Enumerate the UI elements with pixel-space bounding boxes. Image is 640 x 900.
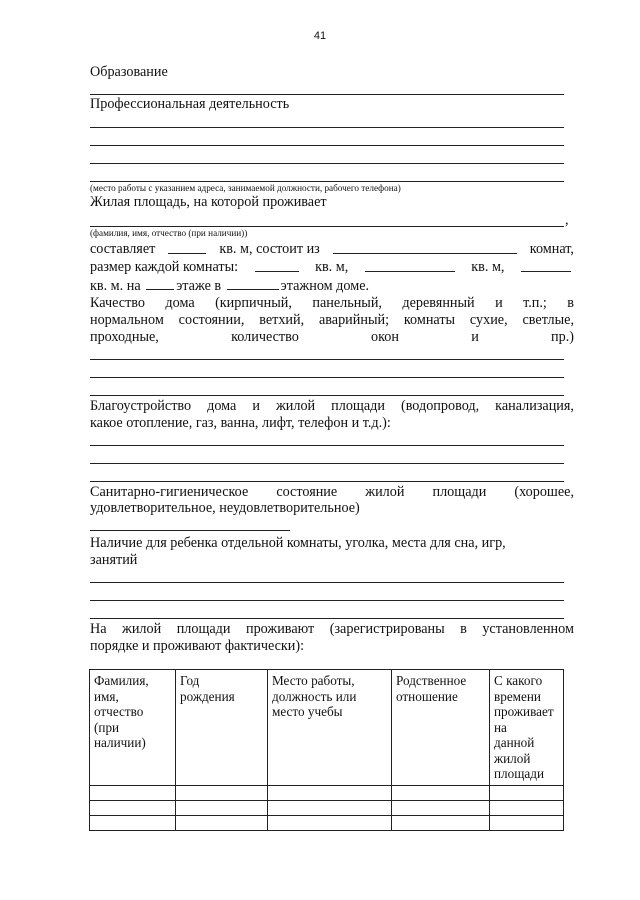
sanitary-word: площади	[432, 484, 487, 500]
residents-word: площади	[176, 621, 231, 637]
area-text-a: составляет	[90, 241, 156, 257]
header-relation: Родственное отношение	[392, 670, 490, 786]
quality-word: в	[567, 295, 574, 311]
floor-text-a: кв. м. на	[90, 278, 141, 294]
child-room-answer-line-2[interactable]	[90, 600, 564, 601]
amenities-word: и	[252, 398, 260, 414]
quality-line-1	[90, 295, 574, 312]
child-room-line-1: Наличие для ребенка отдельной комнаты, уголка, места для сна, игр,	[90, 535, 506, 551]
quality-word: количество	[231, 329, 299, 345]
table-row	[90, 785, 564, 800]
room-size-text-a: размер каждой комнаты:	[90, 259, 239, 275]
header-birth-year: Год рождения	[176, 670, 268, 786]
quality-word: Качество	[90, 295, 145, 311]
professional-label: Профессиональная деятельность	[90, 96, 290, 112]
table-cell[interactable]	[176, 785, 268, 800]
sanitary-word: состояние	[276, 484, 338, 500]
quality-answer-line-3[interactable]	[90, 395, 564, 396]
quality-word: пр.)	[551, 329, 574, 345]
table-cell[interactable]	[90, 785, 176, 800]
room-size-text-c: кв. м,	[471, 259, 505, 275]
quality-word: сухие,	[469, 312, 508, 328]
quality-word: деревянный	[402, 295, 475, 311]
quality-word: (кирпичный,	[215, 295, 292, 311]
quality-word: дома	[165, 295, 195, 311]
sanitary-answer-line[interactable]	[90, 530, 290, 531]
amenities-line-1	[90, 398, 574, 415]
area-text-c: комнат,	[529, 241, 574, 257]
table-cell[interactable]	[392, 815, 490, 830]
quality-word: нормальном	[90, 312, 164, 328]
residents-word: На	[90, 621, 107, 637]
professional-line-1[interactable]	[90, 127, 564, 128]
sanitary-line-2: удовлетворительное, неудовлетворительное)	[90, 500, 360, 516]
room-size-field-3[interactable]	[521, 259, 571, 272]
quality-word: светлые,	[522, 312, 574, 328]
residents-line-1	[90, 621, 574, 638]
quality-line-2	[90, 312, 574, 329]
room-size-field-2[interactable]	[365, 259, 455, 272]
child-room-answer-line-3[interactable]	[90, 618, 564, 619]
residents-word: жилой	[122, 621, 162, 637]
header-workplace: Место работы, должность или место учебы	[268, 670, 392, 786]
professional-line-2[interactable]	[90, 145, 564, 146]
floor-text-b: этаже в	[176, 278, 222, 294]
quality-line-3	[90, 329, 574, 346]
room-size-field-1[interactable]	[255, 259, 299, 272]
area-total-field[interactable]	[168, 241, 206, 254]
header-since: С какого времени проживает на данной жилой площади	[490, 670, 564, 786]
professional-line-3[interactable]	[90, 163, 564, 164]
floor-field[interactable]	[146, 277, 174, 290]
amenities-answer-line-3[interactable]	[90, 481, 564, 482]
child-room-line-2: занятий	[90, 552, 138, 568]
amenities-word: дома	[207, 398, 237, 414]
quality-word: и	[471, 329, 479, 345]
amenities-word: площади	[331, 398, 385, 414]
amenities-word: (водопровод,	[400, 398, 480, 414]
table-cell[interactable]	[176, 815, 268, 830]
room-size-row	[90, 259, 574, 276]
residents-table	[89, 669, 564, 831]
sanitary-word: жилой	[365, 484, 405, 500]
sanitary-line-1	[90, 484, 574, 501]
residents-word: в	[460, 621, 467, 637]
quality-word: аварийный;	[318, 312, 390, 328]
area-text-b: кв. м, состоит из	[219, 241, 320, 257]
table-cell[interactable]	[268, 800, 392, 815]
living-comma: ,	[565, 212, 569, 228]
table-row	[90, 815, 564, 830]
residents-table-header	[90, 670, 564, 786]
table-cell[interactable]	[176, 800, 268, 815]
storeys-field[interactable]	[227, 277, 279, 290]
floor-text-c: этажном доме.	[280, 278, 370, 294]
quality-word: и	[495, 295, 503, 311]
amenities-word: жилой	[275, 398, 316, 414]
residents-word: проживают	[245, 621, 315, 637]
table-cell[interactable]	[90, 815, 176, 830]
table-cell[interactable]	[392, 785, 490, 800]
residents-word: (зарегистрированы	[329, 621, 445, 637]
professional-hint: (место работы с указанием адреса, занимаемой должности, рабочего телефона)	[90, 183, 401, 193]
living-area-row	[90, 241, 574, 258]
table-cell[interactable]	[392, 800, 490, 815]
table-cell[interactable]	[490, 800, 564, 815]
living-owner-line[interactable]	[90, 226, 564, 227]
room-size-text-b: кв. м,	[315, 259, 349, 275]
sanitary-word: Санитарно-гигиеническое	[90, 484, 249, 500]
amenities-answer-line-1[interactable]	[90, 445, 564, 446]
quality-word: окон	[371, 329, 399, 345]
living-label: Жилая площадь, на которой проживает	[90, 194, 327, 210]
header-name: Фамилия, имя, отчество (при наличии)	[90, 670, 176, 786]
living-owner-hint: (фамилия, имя, отчество (при наличии))	[90, 228, 248, 238]
rooms-count-field[interactable]	[333, 241, 517, 254]
quality-word: ветхий,	[259, 312, 305, 328]
amenities-word: канализация,	[495, 398, 574, 414]
residents-word: установленном	[482, 621, 574, 637]
quality-answer-line-2[interactable]	[90, 377, 564, 378]
education-line[interactable]	[90, 94, 564, 95]
table-cell[interactable]	[490, 785, 564, 800]
quality-word: состоянии,	[178, 312, 245, 328]
amenities-answer-line-2[interactable]	[90, 463, 564, 464]
quality-word: т.п.;	[523, 295, 547, 311]
sanitary-word: (хорошее,	[514, 484, 574, 500]
amenities-word: Благоустройство	[90, 398, 192, 414]
child-room-answer-line-1[interactable]	[90, 582, 564, 583]
education-label: Образование	[90, 64, 168, 80]
quality-word: проходные,	[90, 329, 159, 345]
quality-answer-line-1[interactable]	[90, 359, 564, 360]
table-cell[interactable]	[268, 785, 392, 800]
quality-word: панельный,	[312, 295, 382, 311]
professional-line-4[interactable]	[90, 181, 564, 182]
table-row	[90, 800, 564, 815]
residents-line-2: порядке и проживают фактически):	[90, 638, 305, 654]
amenities-line-2: какое отопление, газ, ванна, лифт, телефон и т.д.):	[90, 415, 391, 431]
table-cell[interactable]	[490, 815, 564, 830]
table-cell[interactable]	[90, 800, 176, 815]
floor-row	[90, 277, 369, 295]
page-number: 41	[313, 30, 327, 42]
quality-word: комнаты	[403, 312, 456, 328]
table-cell[interactable]	[268, 815, 392, 830]
